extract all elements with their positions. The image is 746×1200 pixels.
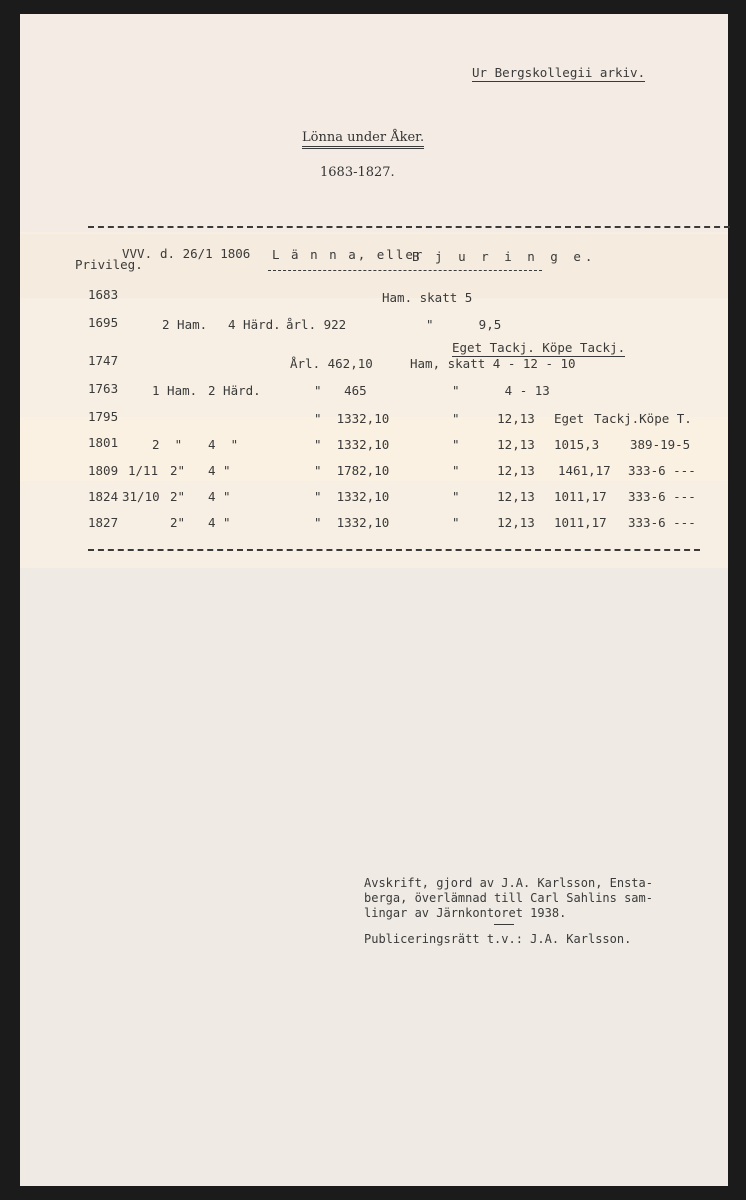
row-ham: 2" [170, 463, 186, 478]
row-eget: 1011,17 [554, 489, 607, 504]
row-eget: 1011,17 [554, 515, 607, 530]
row-arl: " 1332,10 [314, 411, 390, 426]
row-ham-skatt: Ham, skatt 4 - 12 - 10 [410, 356, 576, 371]
row-ham: 2" [170, 489, 186, 504]
transcription-note-line2: berga, överlämnad till Carl Sahlins sam- [364, 891, 653, 905]
document-page [20, 14, 728, 1186]
bottom-dash-separator [88, 549, 700, 551]
privilege-underline [268, 270, 542, 271]
row-ham-skatt: " 12,13 [452, 411, 535, 426]
row-eget: 1015,3 [554, 437, 600, 452]
row-hard: 4 " [208, 463, 231, 478]
row-year: 1824 [88, 489, 119, 504]
eget-kope-header: Eget Tackj. Köpe Tackj. [452, 340, 626, 355]
row-arl: Årl. 462,10 [290, 356, 373, 371]
document-years: 1683-1827. [320, 165, 395, 180]
privilege-date: d. 26/1 1806 [160, 246, 251, 261]
row-arl: " 1782,10 [314, 463, 390, 478]
row-year: 1763 [88, 381, 119, 396]
row-arl: " 1332,10 [314, 437, 390, 452]
footer-short-rule [494, 924, 514, 925]
row-ham-skatt: " 12,13 [452, 463, 535, 478]
row-hard: 2 Härd. [208, 383, 261, 398]
privilege-label: Privileg. [75, 257, 143, 272]
row-year: 1795 [88, 409, 119, 424]
row-year: 1695 [88, 315, 119, 330]
row-date: 31/10 [122, 489, 160, 504]
row-eget: 1461,17 [558, 463, 611, 478]
privilege-name-suffix: B j u r i n g e. [412, 249, 597, 264]
row-hard: 4 " [208, 437, 239, 452]
row-year: 1827 [88, 515, 119, 530]
row-year: 1809 [88, 463, 119, 478]
row-year: 1747 [88, 353, 119, 368]
row-ham-skatt: " 4 - 13 [452, 383, 550, 398]
publication-rights: Publiceringsrätt t.v.: J.A. Karlsson. [364, 932, 632, 946]
archive-source: Ur Bergskollegii arkiv. [472, 65, 646, 80]
row-ham: 2" [170, 515, 186, 530]
row-hard: 4 " [208, 515, 231, 530]
transcription-note-line3: lingar av Järnkontoret 1938. [364, 906, 567, 920]
row-date: 1/11 [128, 463, 159, 478]
row-arl: " 1332,10 [314, 489, 390, 504]
row-ham: 1 Ham. [152, 383, 198, 398]
row-kope: Tackj.Köpe T. [594, 411, 692, 426]
row-arl: årl. 922 [286, 317, 347, 332]
row-ham: 2 " [152, 437, 183, 452]
row-hard: 4 " [208, 489, 231, 504]
top-dash-separator [88, 226, 730, 228]
document-title: Lönna under Åker. [302, 131, 424, 149]
row-ham-skatt: " 12,13 [452, 437, 535, 452]
row-ham-skatt: Ham. skatt 5 [382, 290, 473, 305]
row-arl: " 465 [314, 383, 367, 398]
row-kope: 333-6 --- [628, 489, 696, 504]
row-ham-skatt: " 12,13 [452, 489, 535, 504]
privilege-vvv: VVV. [122, 246, 153, 261]
row-ham: 2 Ham. [162, 317, 208, 332]
row-hard: 4 Härd. [228, 317, 281, 332]
row-year: 1801 [88, 435, 119, 450]
row-kope: 333-6 --- [628, 515, 696, 530]
row-eget: Eget [554, 411, 585, 426]
row-ham-skatt: " 12,13 [452, 515, 535, 530]
top-sheet [20, 14, 728, 232]
row-kope: 389-19-5 [630, 437, 691, 452]
transcription-note-line1: Avskrift, gjord av J.A. Karlsson, Ensta- [364, 876, 653, 890]
row-kope: 333-6 --- [628, 463, 696, 478]
privilege-name-prefix: L ä n n a, eller [272, 247, 425, 262]
row-arl: " 1332,10 [314, 515, 390, 530]
row-year: 1683 [88, 287, 119, 302]
row-ham-skatt: " 9,5 [426, 317, 502, 332]
